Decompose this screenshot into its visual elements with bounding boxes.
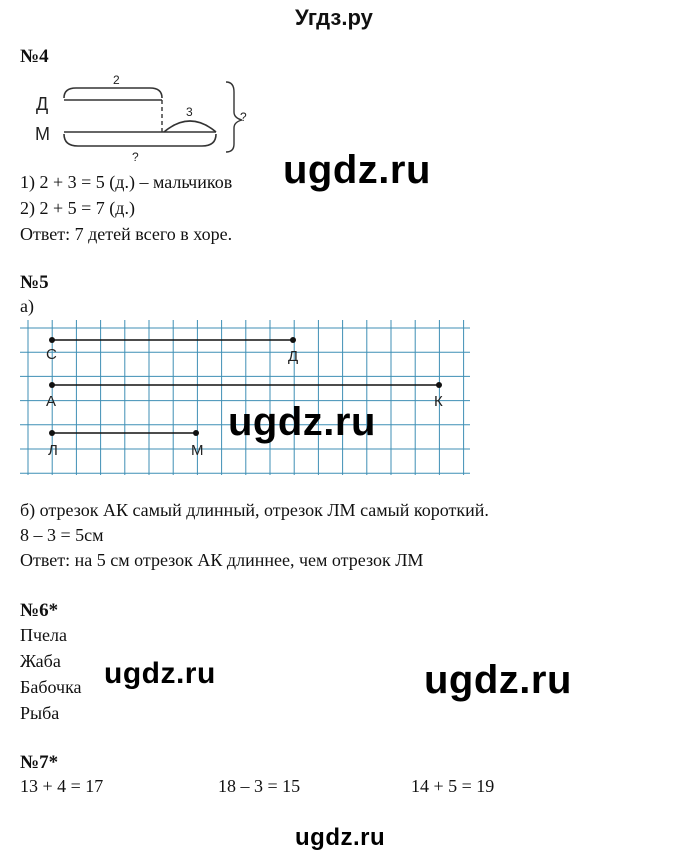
task6-item: Жаба [20, 651, 61, 671]
label-a: А [46, 393, 57, 410]
watermark: ugdz.ru [228, 400, 376, 444]
row-label-d: Д [36, 94, 49, 114]
site-title: Угдз.ру [295, 5, 373, 30]
task4-line-3: Ответ: 7 детей всего в хоре. [20, 224, 233, 244]
task6-heading: №6* [20, 600, 59, 621]
task5-line-3: Ответ: на 5 см отрезок АК длиннее, чем отрезок ЛМ [20, 550, 424, 570]
task5-heading: №5 [20, 272, 49, 293]
equation: 13 + 4 = 17 [20, 776, 104, 796]
point-m [193, 430, 199, 436]
task5-line-2: 8 – 3 = 5см [20, 525, 104, 545]
point-c [49, 337, 55, 343]
label-k: К [434, 393, 443, 410]
point-k [436, 382, 442, 388]
watermark: ugdz.ru [424, 658, 572, 702]
label-d: Д [288, 348, 299, 365]
equation: 14 + 5 = 19 [411, 776, 495, 796]
task6-item: Рыба [20, 703, 60, 723]
task6-item: Пчела [20, 625, 68, 645]
point-l [49, 430, 55, 436]
task4-diagram [30, 68, 260, 168]
point-d [290, 337, 296, 343]
brace-extra [164, 121, 216, 132]
brace-bottom-m [64, 134, 216, 146]
label-l: Л [48, 442, 58, 459]
watermark: ugdz.ru [283, 148, 431, 192]
label-m: М [191, 442, 204, 459]
equation: 18 – 3 = 15 [218, 776, 301, 796]
question-right: ? [240, 110, 247, 124]
task6-item: Бабочка [20, 677, 82, 697]
task5-line-1: б) отрезок АК самый длинный, отрезок ЛМ самый короткий. [20, 500, 489, 520]
label-c: С [46, 346, 57, 363]
task4-line-1: 1) 2 + 3 = 5 (д.) – мальчиков [20, 172, 233, 192]
value-top: 2 [113, 73, 120, 87]
task7-heading: №7* [20, 752, 59, 773]
brace-top-d [64, 88, 162, 98]
watermark: ugdz.ru [295, 824, 386, 851]
question-bottom: ? [132, 150, 139, 164]
value-extra: 3 [186, 105, 193, 119]
task4-heading: №4 [20, 46, 49, 67]
watermark: ugdz.ru [104, 657, 216, 690]
point-a [49, 382, 55, 388]
row-label-m: М [35, 124, 50, 144]
task5-part-a: а) [20, 296, 34, 316]
task4-line-2: 2) 2 + 5 = 7 (д.) [20, 198, 135, 218]
